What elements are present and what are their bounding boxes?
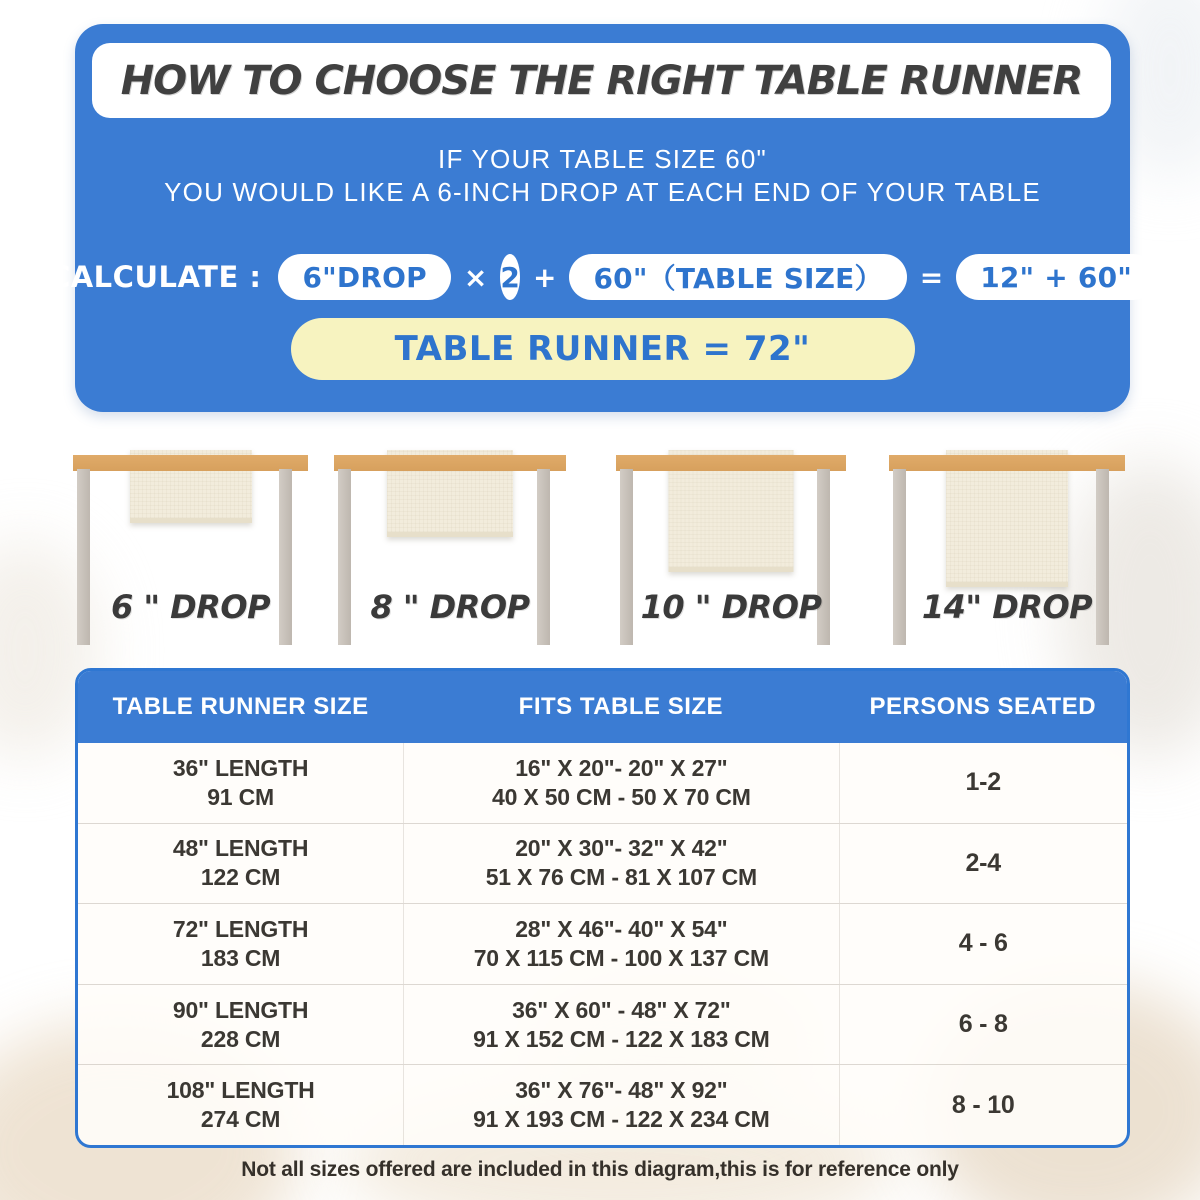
runner-length: 36" LENGTH	[172, 754, 309, 781]
fits-table-size-cell	[403, 904, 838, 984]
table-row	[78, 903, 1127, 984]
runner-length-cm: 122 CM	[200, 864, 281, 891]
runner-length-cm: 228 CM	[200, 1025, 281, 1052]
table-size-pill: 60"（TABLE SIZE）	[569, 254, 906, 300]
title-banner	[92, 43, 1111, 118]
disclaimer-note: Not all sizes offered are included in this diagram,this is for reference only	[241, 1158, 959, 1181]
drop-label: 10 " DROP	[640, 588, 822, 626]
fits-cm: 70 X 115 CM - 100 X 137 CM	[473, 944, 769, 971]
runner-length-cm: 274 CM	[200, 1106, 281, 1133]
hero-subtitle	[75, 143, 1130, 209]
drop-diagram-8	[334, 450, 566, 645]
fits-cm: 91 X 152 CM - 122 X 183 CM	[473, 1025, 770, 1052]
fits-cm: 51 X 76 CM - 81 X 107 CM	[485, 864, 758, 891]
drop-value-pill: 6"DROP	[278, 254, 450, 300]
column-header-runner-size: TABLE RUNNER SIZE	[112, 693, 369, 720]
fits-table-size-cell	[403, 985, 838, 1065]
drop-diagram-10	[616, 450, 846, 645]
drop-label: 14" DROP	[921, 588, 1093, 626]
persons-seated-cell: 6 - 8	[839, 985, 1127, 1065]
drop-label: 6 " DROP	[110, 588, 271, 626]
persons-seated-cell: 1-2	[839, 743, 1127, 823]
runner-size-cell	[78, 904, 403, 984]
subtitle-line-2: YOU WOULD LIKE A 6-INCH DROP AT EACH END OF YOUR TABLE	[164, 177, 1041, 207]
persons-seated-cell: 8 - 10	[839, 1065, 1127, 1145]
tabletop	[73, 455, 308, 471]
runner-result-pill: TABLE RUNNER = 72"	[291, 318, 915, 380]
page-title: HOW TO CHOOSE THE RIGHT TABLE RUNNER	[120, 57, 1083, 104]
persons-seated-cell: 2-4	[839, 824, 1127, 904]
table-row	[78, 743, 1127, 823]
fits-inches: 36" X 60" - 48" X 72"	[512, 996, 731, 1023]
runner-size-cell	[78, 985, 403, 1065]
runner-length: 72" LENGTH	[172, 915, 309, 942]
runner-length: 48" LENGTH	[172, 835, 309, 862]
fits-table-size-cell	[403, 1065, 838, 1145]
tabletop	[334, 455, 566, 471]
fits-cm: 91 X 193 CM - 122 X 234 CM	[473, 1106, 770, 1133]
calculate-label: CALCULATE :	[48, 260, 262, 294]
runner-length-cm: 91 CM	[207, 783, 274, 810]
fits-inches: 36" X 76"- 48" X 92"	[515, 1077, 728, 1104]
drop-label: 8 " DROP	[370, 588, 530, 626]
runner-size-cell	[78, 743, 403, 823]
fits-inches: 20" X 30"- 32" X 42"	[515, 835, 728, 862]
table-row	[78, 984, 1127, 1065]
persons-seated-cell: 4 - 6	[839, 904, 1127, 984]
fits-table-size-cell	[403, 743, 838, 823]
fits-inches: 16" X 20"- 20" X 27"	[515, 754, 728, 781]
runner-length: 108" LENGTH	[166, 1077, 315, 1104]
table-body	[78, 743, 1127, 1145]
equals-operator: =	[919, 260, 944, 294]
subtitle-line-1: IF YOUR TABLE SIZE 60"	[438, 144, 767, 174]
drop-diagram-6	[73, 450, 308, 645]
fits-table-size-cell	[403, 824, 838, 904]
size-reference-table	[75, 668, 1130, 1148]
fits-inches: 28" X 46"- 40" X 54"	[515, 915, 728, 942]
tabletop	[616, 455, 846, 471]
runner-size-cell	[78, 824, 403, 904]
sum-pill: 12" + 60"	[956, 254, 1156, 300]
table-row	[78, 823, 1127, 904]
plus-operator: +	[533, 260, 557, 294]
column-header-fits-table-size: FITS TABLE SIZE	[518, 693, 724, 720]
table-row	[78, 1064, 1127, 1145]
drop-diagram-14	[889, 450, 1125, 645]
hero-panel	[48, 24, 1133, 412]
runner-length: 90" LENGTH	[172, 996, 309, 1023]
column-header-persons-seated: PERSONS SEATED	[869, 693, 1097, 720]
multiplier-pill: 2	[500, 254, 520, 300]
runner-size-cell	[78, 1065, 403, 1145]
calculation-formula	[48, 254, 1133, 300]
runner-length-cm: 183 CM	[200, 944, 281, 971]
table-header-row	[78, 671, 1127, 743]
tabletop	[889, 455, 1125, 471]
fits-cm: 40 X 50 CM - 50 X 70 CM	[491, 783, 751, 810]
multiply-operator: ×	[463, 260, 488, 294]
